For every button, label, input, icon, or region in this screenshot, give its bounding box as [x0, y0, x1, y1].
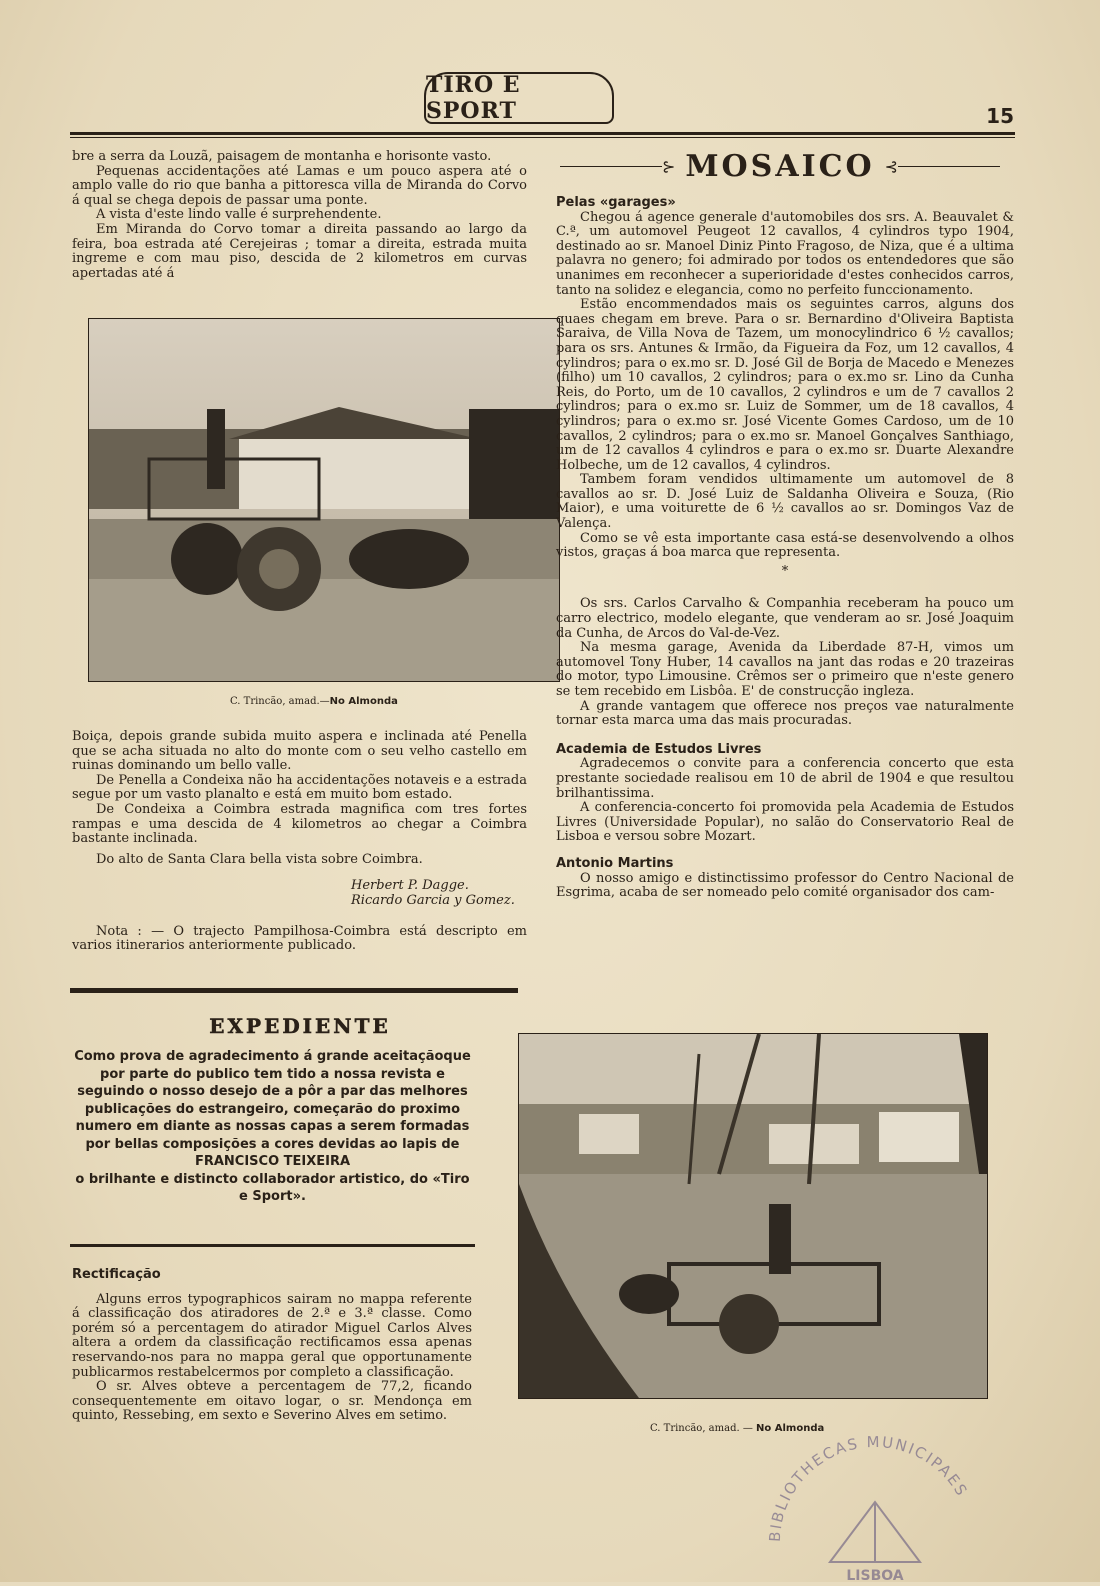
footnote: Nota : — O trajecto Pampilhosa-Coimbra está descripto em varios itinerarios anteriormente publicado. — [72, 923, 527, 954]
paragraph: Estão encommendados mais os seguintes carros, alguns dos quaes chegam em breve. Para o sr. Bernardino d'Oliveira Baptista Saraiva, de Villa Nova de Tazem, um monocylindrico 6 ½ cavallos; para os srs. Antunes & Irmão, da Figueira da Foz, um 12 cavallos, 4 cylindros; para o ex.mo sr. D. José Gil de Borja de Macedo e Menezes (filho) um 10 cavallos, 2 cylindros; para o ex.mo sr. Lino da Cunha Reis, do Porto, um de 10 cavallos, 2 cylindros e um de 7 cavallos 2 cylindros; para o ex.mo sr. Luiz de Sommer, um de 18 cavallos, 4 cylindros; para o ex.mo sr. José Vicente Gomes Cardoso, um de 10 cavallos, 2 cylindros; para o ex.mo sr. Manoel Gonçalves Santhiago, um de 12 cavallos 4 cylindros e para o ex.mo sr. Duarte Alexandre Holbeche, um de 12 cavallos, 4 cylindros. — [556, 297, 1014, 473]
mosaico-title: MOSAICO — [685, 148, 875, 184]
paragraph: Os srs. Carlos Carvalho & Companhia receberam ha pouco um carro electrico, modelo elegante, que venderam ao sr. José Joaquim da Cunha, de Arcos do Val-de-Vez. — [556, 596, 1014, 641]
paragraph: A vista d'este lindo valle é surprehendente. — [96, 207, 382, 223]
paragraph: Do alto de Santa Clara bella vista sobre Coimbra. — [96, 851, 423, 867]
photo-cart-in-stream — [518, 1033, 988, 1399]
photo-1-caption — [230, 696, 398, 707]
expediente-tail: o brilhante e distincto collaborador artistico, do «Tiro e Sport». — [75, 1171, 470, 1204]
paragraph: Alguns erros typographicos sairam no mappa referente á classificação dos atiradores de 2.ª e 3.ª classe. Como porém só a percentagem do atirador Miguel Carlos Alves altera a ordem da classificação rectificamos essa apenas reservando-nos para no mappa geral que opportunamente publicarmos restabelcermos por completo a classificação. — [72, 1291, 472, 1380]
caption-title: No Almonda — [756, 1423, 825, 1434]
paragraph: Em Miranda do Corvo tomar a direita passando ao largo da feira, boa estrada até Cerejeiras ; tomar a direita, estrada muita ingreme e com mau piso, descida de 2 kilometros em curvas apertadas até á — [72, 221, 527, 281]
caption-title: No Almonda — [329, 696, 398, 707]
ornament-icon: ⊰ — [884, 156, 899, 176]
rule-right — [898, 166, 1000, 167]
left-intro-text — [72, 150, 527, 281]
ornament-icon: ⊱ — [661, 156, 676, 176]
masthead-text: TIRO E SPORT — [426, 72, 521, 124]
section-divider — [70, 1244, 475, 1247]
paragraph: Boiça, depois grande subida muito aspera e inclinada até Penella que se acha situada no alto do monte com o seu velho castello em ruinas dominando um bello valle. — [72, 729, 527, 774]
paragraph: Chegou á agence generale d'automobiles dos srs. A. Beauvalet & C.ª, um automovel Peugeot 12 cavallos, 4 cylindros typo 1904, destinado ao sr. Manoel Diniz Pinto Fragoso, de Niza, que é a ultima palavra no genero; foi admirado por todos os entendedores que são unanimes em reconhecer a superioridade d'estes conhecidos carros, tanto na solidez e elegancia, como no perfeito funccionamento. — [556, 209, 1014, 298]
section-divider — [70, 988, 518, 993]
expediente-body: Como prova de agradecimento á grande aceitaçãoque por parte do publico tem tido a nossa revista e seguindo o nosso desejo de a pôr a par das melhores publicações do estrangeiro, começarão do proximo numero em diante as nossas capas a serem formadas por bellas composições a cores devidas ao lapis de — [74, 1049, 471, 1152]
rectificacao-title: Rectificação — [72, 1267, 161, 1282]
caption-credit: C. Trincão, amad.— — [230, 696, 330, 707]
page-number: 15 — [986, 104, 1014, 128]
caption-credit: C. Trincão, amad. — — [650, 1423, 757, 1434]
signature-1: Herbert P. Dagge. — [351, 878, 469, 894]
rectificacao-section — [72, 1268, 472, 1424]
stamp-icon — [760, 1432, 990, 1582]
academia-title: Academia de Estudos Livres — [556, 741, 762, 757]
stamp-city: LISBOA — [846, 1568, 904, 1582]
paragraph: A conferencia-concerto foi promovida pela Academia de Estudos Livres (Universidade Popular), no salão do Conservatorio Real de Lisboa e versou sobre Mozart. — [556, 800, 1014, 845]
paragraph: Na mesma garage, Avenida da Liberdade 87-H, vimos um automovel Tony Huber, 14 cavallos na jant das rodas e 20 trazeiras do motor, typo Limousine. Crêmos ser o primeiro que n'este genero se tem recebido em Lisbôa. E' de construcção ingleza. — [556, 640, 1014, 699]
signature-2: Ricardo Garcia y Gomez. — [351, 892, 515, 908]
library-stamp — [760, 1432, 990, 1582]
stamp-text: BIBLIOTHECAS MUNICIPAES — [765, 1432, 972, 1543]
garages-title: Pelas «garages» — [556, 195, 676, 210]
asterisk-separator: * — [781, 563, 789, 579]
paragraph: bre a serra da Louzã, paisagem de montanha e horisonte vasto. — [72, 149, 492, 164]
paragraph: O sr. Alves obteve a percentagem de 77,2, ficando consequentemente em oitavo logar, o sr. Mendonça em quinto, Ressebing, em sexto e Severino Alves em setimo. — [72, 1379, 472, 1424]
expediente-title: EXPEDIENTE — [209, 1014, 391, 1038]
antonio-martins-title: Antonio Martins — [556, 855, 674, 871]
paragraph: De Penella a Condeixa não ha accidentações notaveis e a estrada segue por um vasto planalto e está em muito bom estado. — [72, 772, 527, 803]
paragraph: De Condeixa a Coimbra estrada magnifica com tres fortes rampas e uma descida de 4 kilometros ao chegar a Coimbra bastante inclinada. — [72, 801, 527, 847]
header-rule — [70, 132, 1015, 138]
paragraph: O nosso amigo e distinctissimo professor do Centro Nacional de Esgrima, acaba de ser nomeado pelo comité organisador dos cam- — [556, 870, 1014, 901]
masthead-logo — [424, 72, 614, 124]
svg-text:BIBLIOTHECAS MUNICIPAES — [766, 1433, 972, 1542]
artist-name: FRANCISCO TEIXEIRA — [194, 1154, 351, 1169]
paragraph: Agradecemos o convite para a conferencia concerto que esta prestante sociedade realisou em 10 de abril de 1904 e que resultou brilhantissima. — [556, 756, 1014, 801]
photo-ox-cart-river — [88, 318, 560, 682]
mosaico-column — [556, 196, 1014, 901]
rule-left — [560, 166, 662, 167]
photo-1-illustration — [89, 319, 559, 681]
expediente-notice — [70, 1048, 475, 1206]
paragraph: Como se vê esta importante casa está-se desenvolvendo a olhos vistos, graças á boa marca que representa. — [556, 530, 1014, 561]
left-route-text — [72, 730, 527, 954]
paragraph: Pequenas accidentações até Lamas e um pouco aspera até o amplo valle do rio que banha a pittoresca villa de Miranda do Corvo á qual se chega depois de passar uma ponte. — [72, 163, 527, 208]
mosaico-header — [560, 146, 1000, 186]
photo-2-illustration — [519, 1034, 987, 1398]
paragraph: Tambem foram vendidos ultimamente um automovel de 8 cavallos ao sr. D. José Luiz de Saldanha Oliveira e Souza, (Rio Maior), e uma voiturette de 6 ½ cavallos ao sr. Domingos Vaz de Valença. — [556, 472, 1014, 532]
paragraph: A grande vantagem que offerece nos preços vae naturalmente tornar esta marca uma das mais procuradas. — [556, 698, 1014, 729]
